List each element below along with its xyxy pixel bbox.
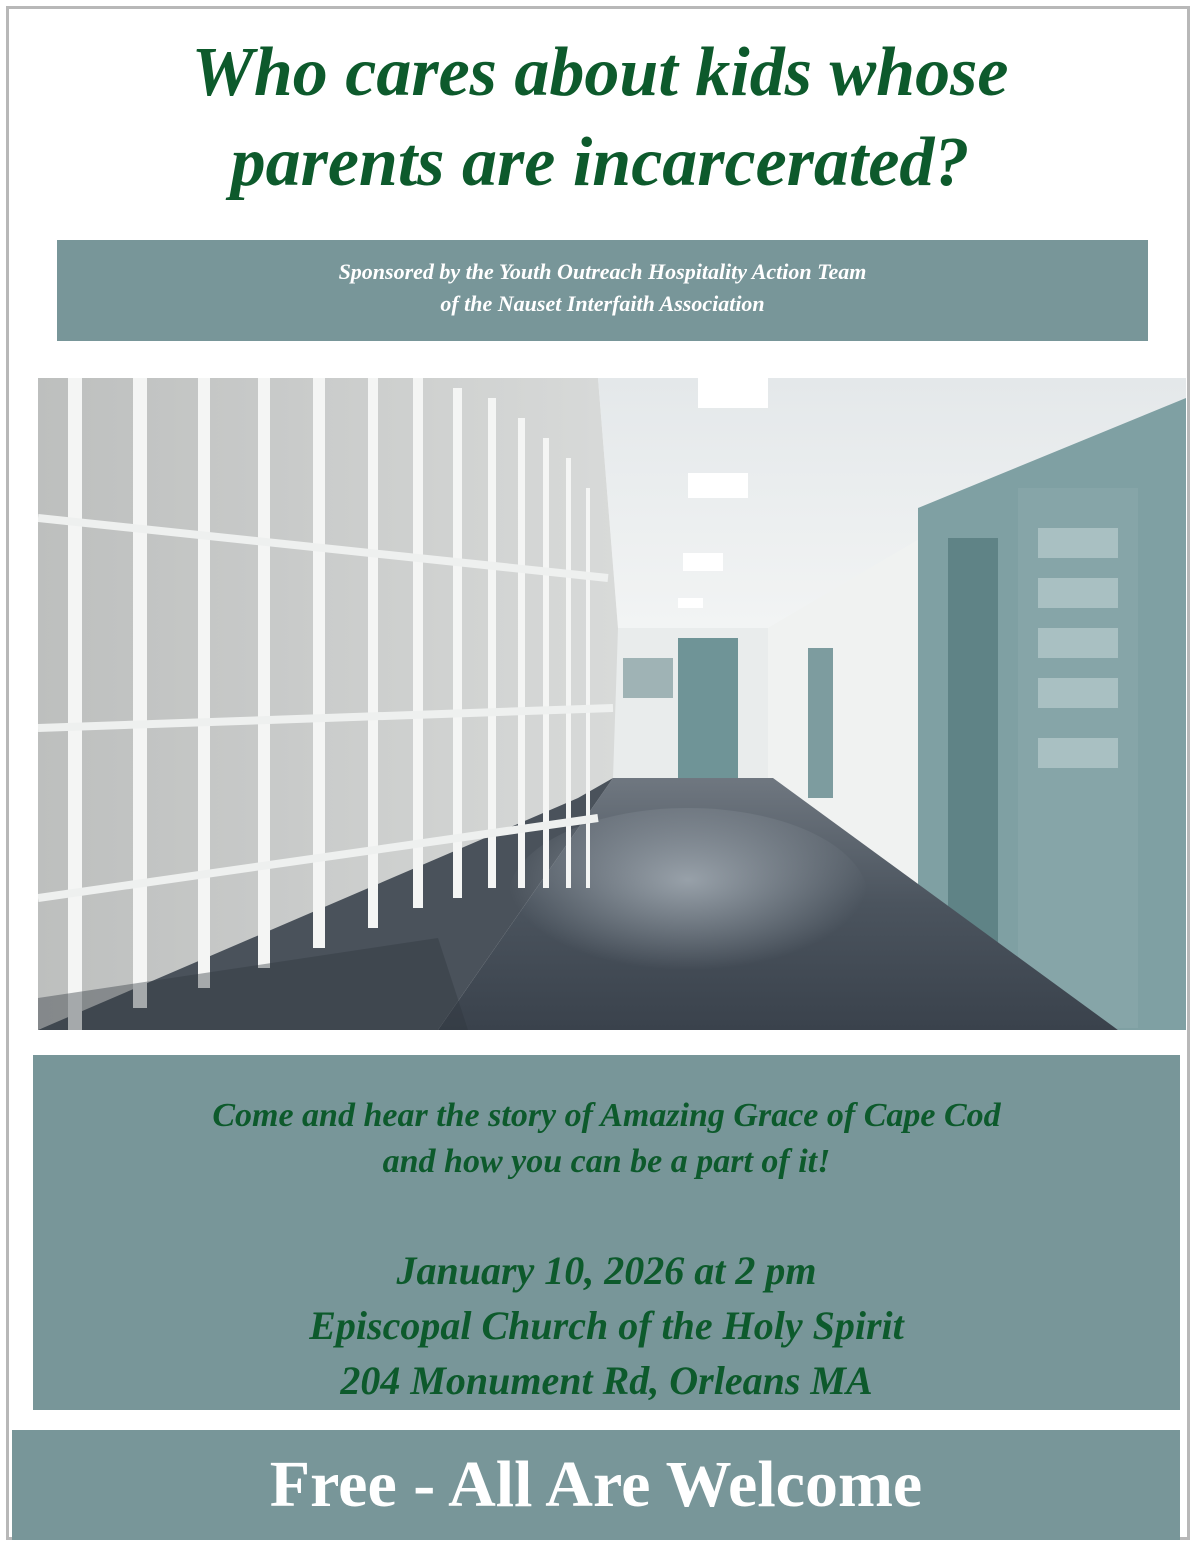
headline-line-1: Who cares about kids whose [191,34,1009,111]
headline-line-2: parents are incarcerated? [230,124,970,201]
footer-text: Free - All Are Welcome [269,1448,923,1521]
event-venue: Episcopal Church of the Holy Spirit [309,1303,904,1348]
jail-corridor-photo [38,378,1186,1030]
event-date: January 10, 2026 at 2 pm [396,1248,817,1293]
event-address: 204 Monument Rd, Orleans MA [340,1358,873,1403]
invite-line-2: and how you can be a part of it! [382,1143,831,1180]
event-details-panel [33,1055,1180,1410]
invite-line-1: Come and hear the story of Amazing Grace of Cape Cod [212,1097,1001,1134]
headline [40,28,1160,208]
sponsor-banner [57,240,1148,341]
sponsor-line-1: Sponsored by the Youth Outreach Hospitality Action Team [338,259,867,284]
event-info [33,1243,1180,1408]
footer-banner [12,1430,1180,1540]
invite-text [33,1093,1180,1185]
sponsor-line-2: of the Nauset Interfaith Association [440,291,765,316]
